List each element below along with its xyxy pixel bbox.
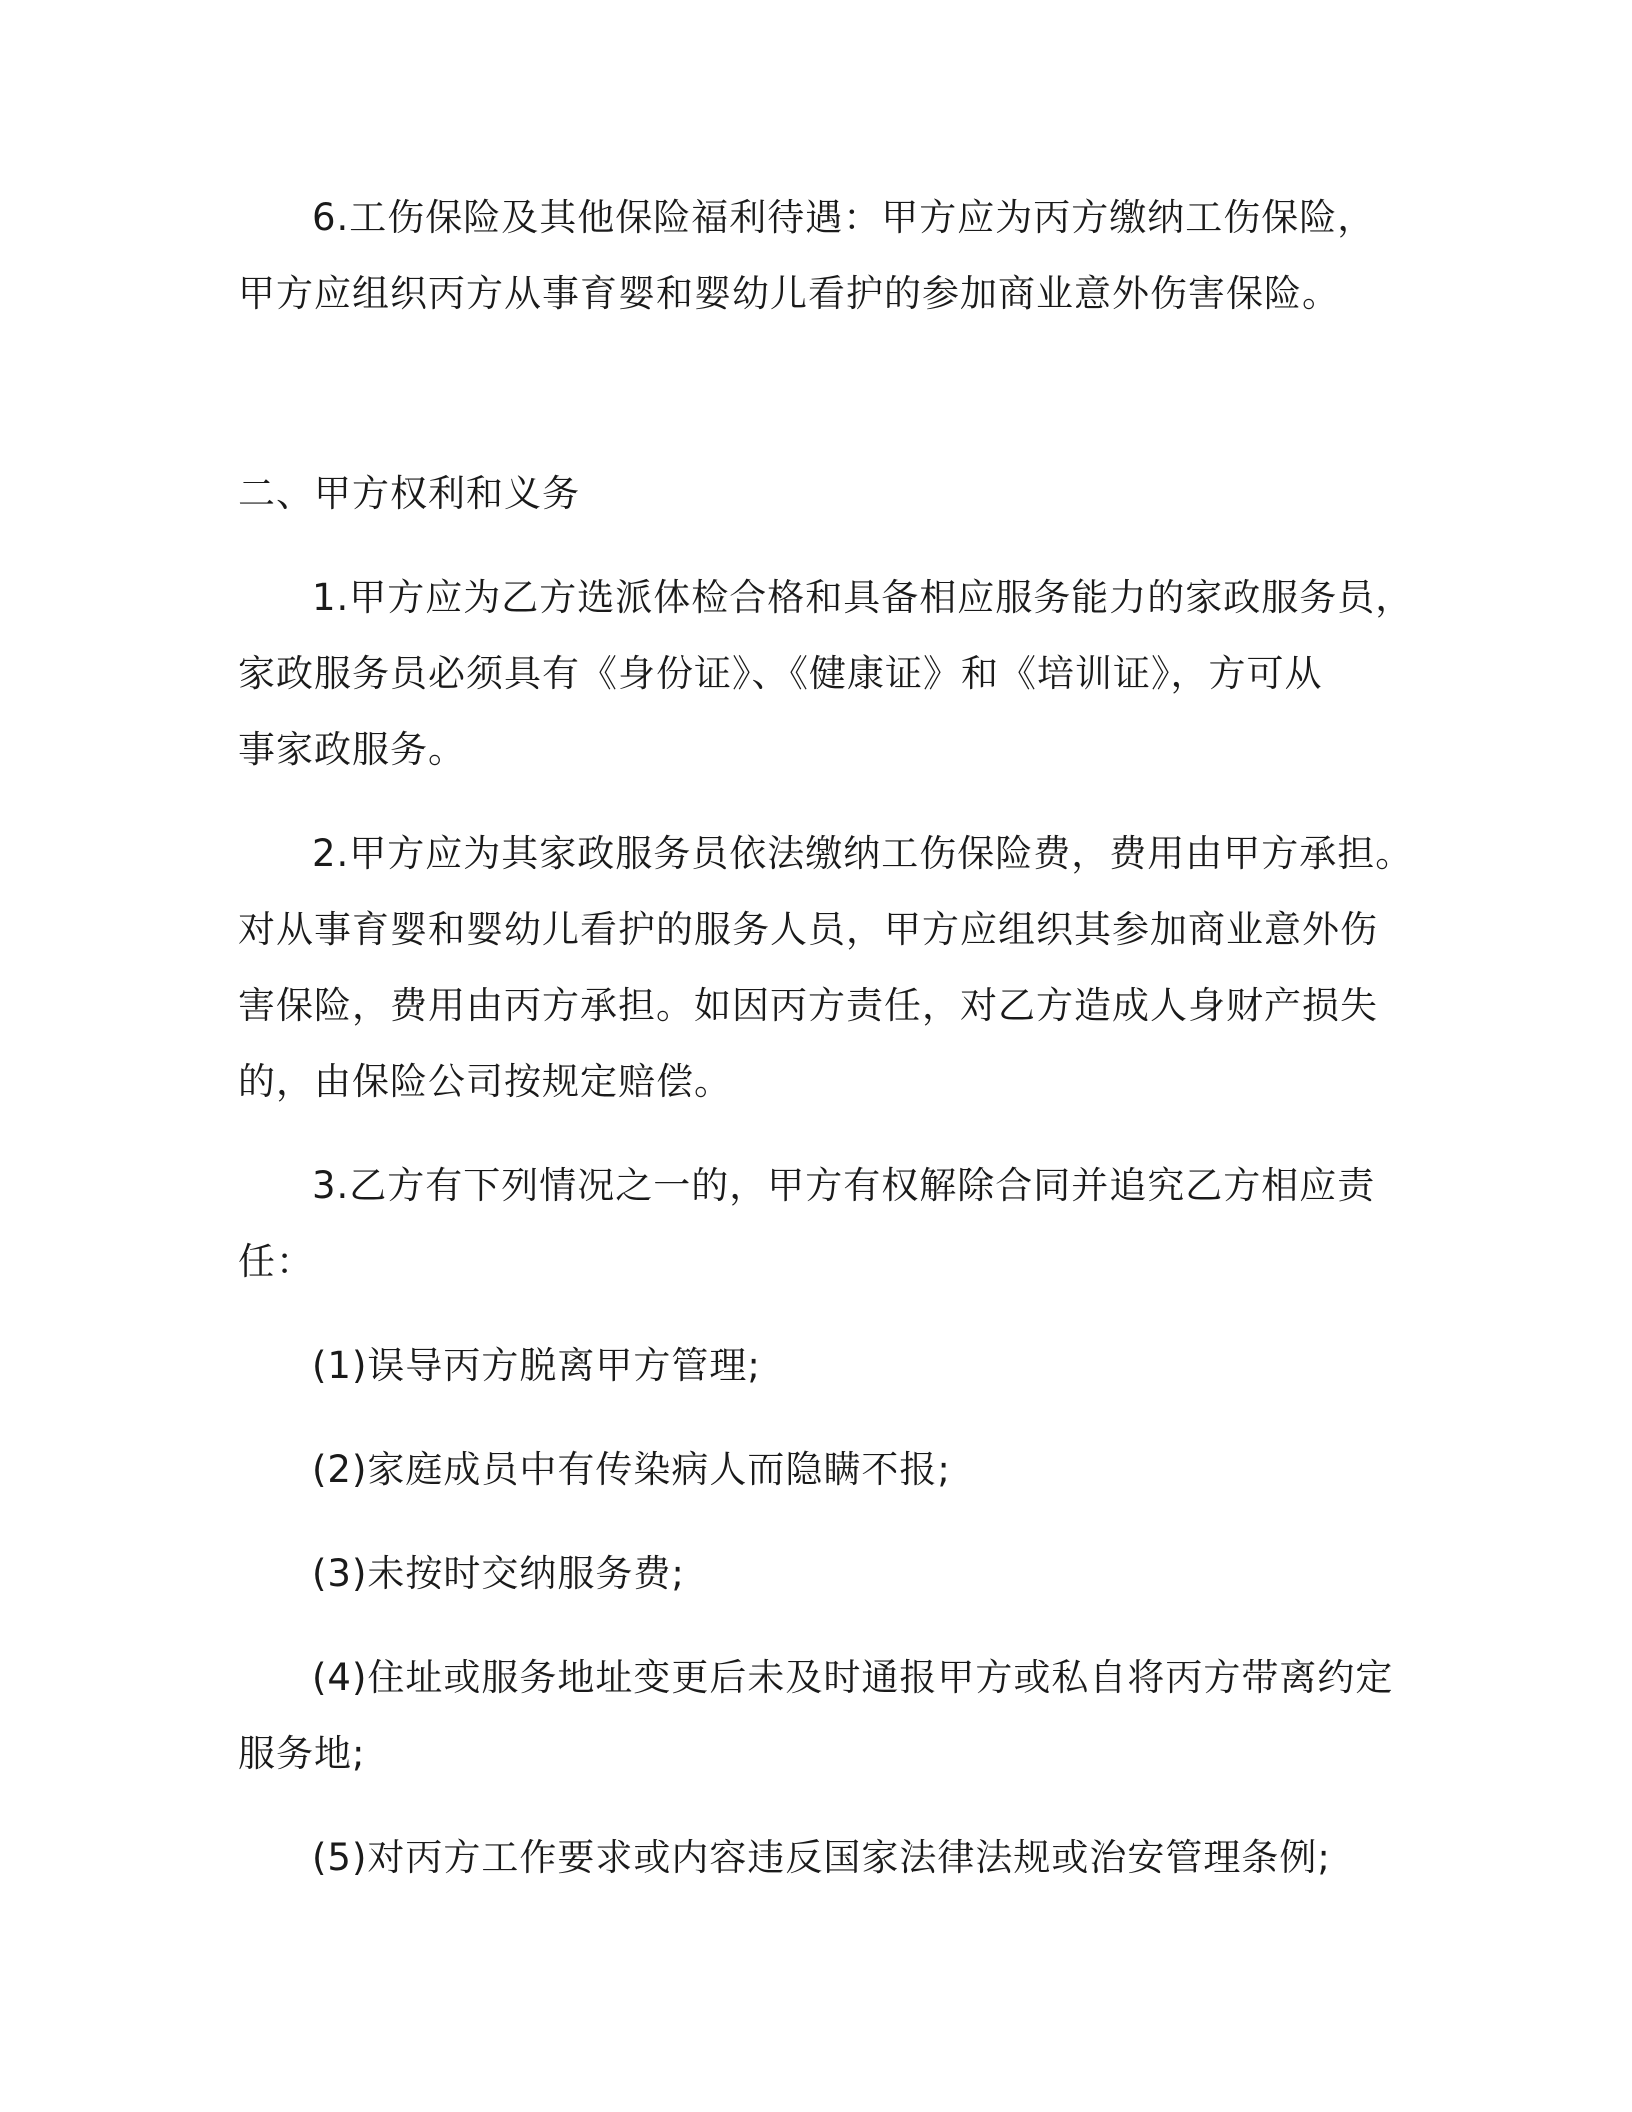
paragraph-2-line-3: 害保险，费用由丙方承担。如因丙方责任，对乙方造成人身财产损失 [238, 984, 1378, 1027]
list-item-4-line-2: 服务地; [238, 1732, 366, 1775]
paragraph-6-line-2: 甲方应组织丙方从事育婴和婴幼儿看护的参加商业意外伤害保险。 [238, 272, 1340, 315]
paragraph-2-line-4: 的，由保险公司按规定赔偿。 [238, 1060, 732, 1103]
list-item-2: (2)家庭成员中有传染病人而隐瞒不报; [312, 1448, 951, 1491]
paragraph-3-line-1: 3.乙方有下列情况之一的，甲方有权解除合同并追究乙方相应责 [312, 1164, 1376, 1207]
paragraph-6-line-1: 6.工伤保险及其他保险福利待遇：甲方应为丙方缴纳工伤保险， [312, 196, 1376, 239]
paragraph-1-line-3: 事家政服务。 [238, 728, 466, 771]
section-heading: 二、甲方权利和义务 [238, 472, 580, 515]
list-item-4-line-1: (4)住址或服务地址变更后未及时通报甲方或私自将丙方带离约定 [312, 1656, 1394, 1699]
list-item-1: (1)误导丙方脱离甲方管理; [312, 1344, 761, 1387]
list-item-5: (5)对丙方工作要求或内容违反国家法律法规或治安管理条例; [312, 1836, 1331, 1879]
paragraph-2-line-2: 对从事育婴和婴幼儿看护的服务人员，甲方应组织其参加商业意外伤 [238, 908, 1378, 951]
paragraph-3-line-2: 任： [238, 1240, 314, 1283]
paragraph-1-line-1: 1.甲方应为乙方选派体检合格和具备相应服务能力的家政服务员， [312, 576, 1414, 619]
list-item-3: (3)未按时交纳服务费; [312, 1552, 685, 1595]
paragraph-1-line-2: 家政服务员必须具有《身份证》、《健康证》和《培训证》，方可从 [238, 652, 1323, 695]
paragraph-2-line-1: 2.甲方应为其家政服务员依法缴纳工伤保险费，费用由甲方承担。 [312, 832, 1414, 875]
